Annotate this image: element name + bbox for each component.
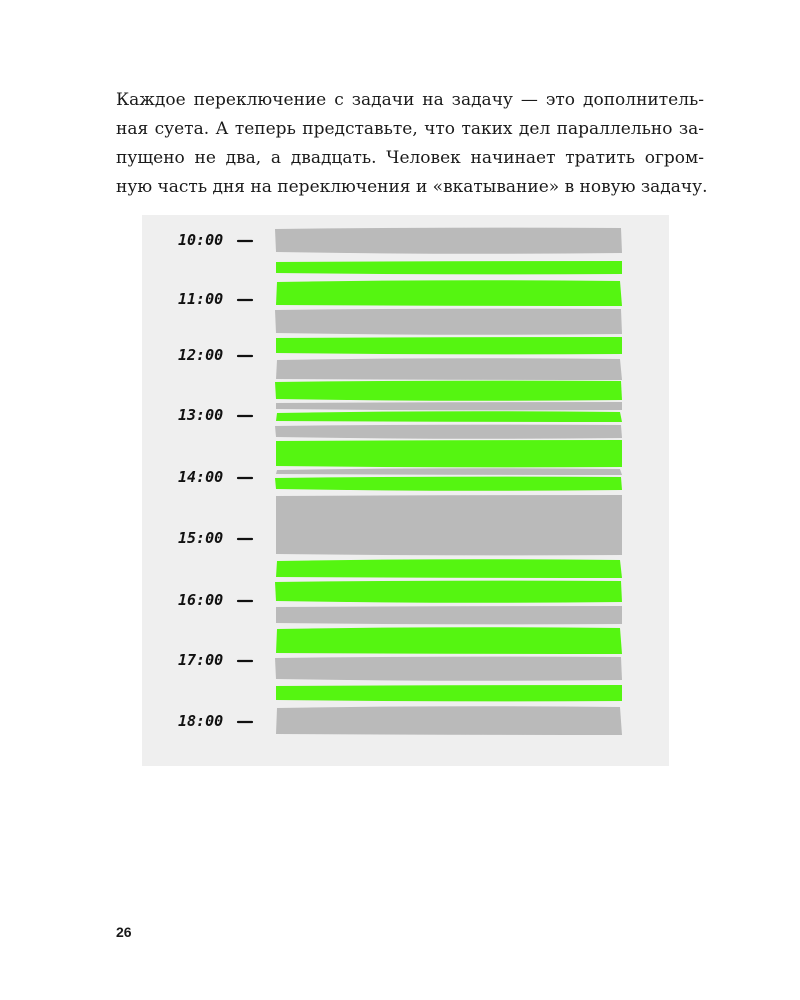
- time-label: 12:00: [178, 346, 224, 364]
- green-band: [275, 477, 622, 491]
- paragraph-line: ная суета. А теперь представьте, что таких дел параллельно за-: [116, 119, 704, 139]
- gray-band: [275, 657, 622, 681]
- green-band: [276, 411, 622, 422]
- green-band: [275, 381, 622, 401]
- gray-band: [276, 706, 622, 735]
- time-label: 18:00: [178, 712, 224, 730]
- green-band: [275, 581, 622, 603]
- time-label: 10:00: [178, 231, 224, 249]
- gray-band: [275, 228, 622, 254]
- gray-band: [276, 495, 622, 555]
- body-paragraph: [116, 86, 708, 202]
- green-band: [276, 685, 622, 701]
- time-label: 15:00: [178, 529, 224, 547]
- time-label: 16:00: [178, 591, 224, 609]
- gray-band: [276, 606, 622, 624]
- time-label: 13:00: [178, 406, 224, 424]
- schedule-svg: [142, 215, 669, 766]
- time-label: 11:00: [178, 290, 224, 308]
- gray-band: [275, 309, 622, 335]
- green-band: [276, 559, 622, 578]
- paragraph-line: Каждое переключение с задачи на задачу — это дополнитель-: [116, 90, 704, 110]
- gray-band: [275, 425, 622, 439]
- page-number: 26: [116, 924, 132, 940]
- gray-band: [276, 358, 622, 380]
- green-band: [276, 440, 622, 467]
- time-label: 14:00: [178, 468, 224, 486]
- schedule-illustration: [142, 215, 669, 766]
- time-label: 17:00: [178, 651, 224, 669]
- green-band: [276, 627, 622, 654]
- green-band: [276, 280, 622, 306]
- paragraph-line: пущено не два, а двадцать. Человек начинает тратить огром-: [116, 148, 704, 168]
- gray-band: [276, 468, 622, 475]
- green-band: [276, 261, 622, 274]
- gray-band: [276, 402, 622, 410]
- green-band: [276, 337, 622, 354]
- paragraph-line: ную часть дня на переключения и «вкатывание» в новую задачу.: [116, 177, 708, 197]
